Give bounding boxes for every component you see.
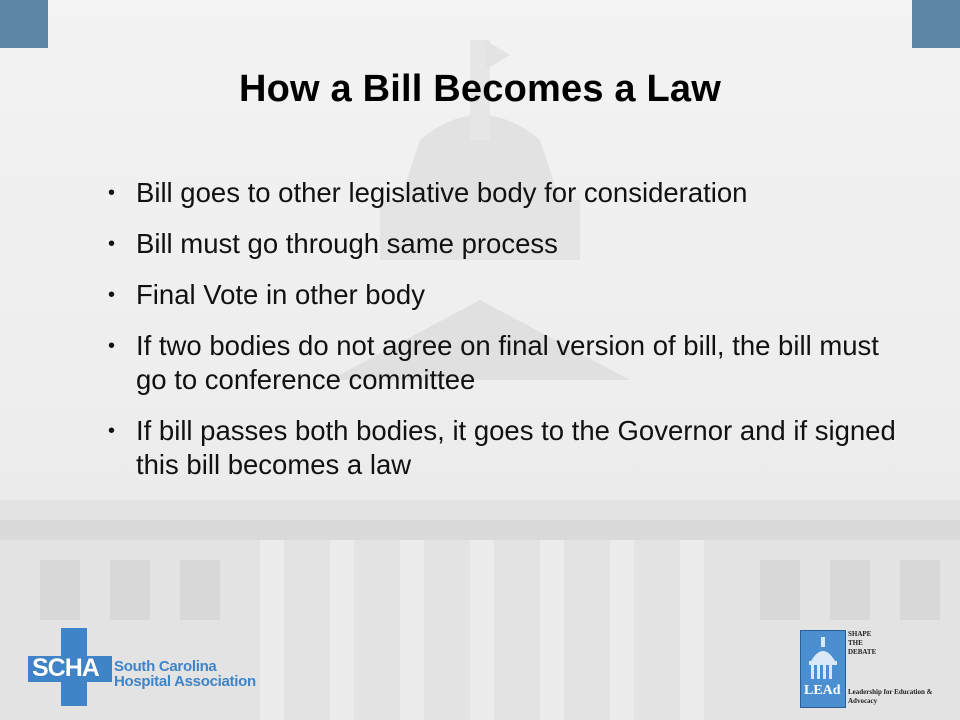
scha-name <box>114 659 256 689</box>
scha-logo <box>28 628 268 708</box>
bullet-dot-icon: • <box>108 233 116 255</box>
corner-accent-left <box>0 0 48 48</box>
scha-name-line1: South Carolina <box>114 658 217 675</box>
lead-tagline-line: DEBATE <box>848 648 877 656</box>
scha-mark: SCHA <box>32 654 99 682</box>
bullet-item <box>108 278 908 312</box>
bullet-dot-icon: • <box>108 335 116 357</box>
bullet-text: Bill goes to other legislative body for consideration <box>136 177 748 208</box>
scha-name-line2: Hospital Association <box>114 673 256 690</box>
bullet-list <box>108 176 908 499</box>
corner-accent-right <box>912 0 960 48</box>
bullet-text: If two bodies do not agree on final version of bill, the bill must go to conference committee <box>136 330 879 395</box>
lead-capitol-icon <box>800 630 846 708</box>
slide-title: How a Bill Becomes a Law <box>238 68 722 110</box>
bullet-item <box>108 329 908 397</box>
bullet-dot-icon: • <box>108 284 116 306</box>
bullet-item <box>108 176 908 210</box>
bullet-text: If bill passes both bodies, it goes to the Governor and if signed this bill becomes a law <box>136 415 896 480</box>
capitol-dome-icon <box>801 631 845 681</box>
bullet-item <box>108 414 908 482</box>
lead-tagline-bottom: Leadership for Education & Advocacy <box>848 688 933 705</box>
lead-tagline-line: SHAPE <box>848 630 872 638</box>
lead-mark: LEAd <box>804 683 841 698</box>
bullet-text: Bill must go through same process <box>136 228 558 259</box>
bullet-dot-icon: • <box>108 182 116 204</box>
bullet-dot-icon: • <box>108 420 116 442</box>
bullet-item <box>108 227 908 261</box>
lead-tagline-line: THE <box>848 639 863 647</box>
bullet-text: Final Vote in other body <box>136 279 425 310</box>
lead-logo <box>800 630 940 710</box>
lead-tagline-top <box>848 630 876 657</box>
